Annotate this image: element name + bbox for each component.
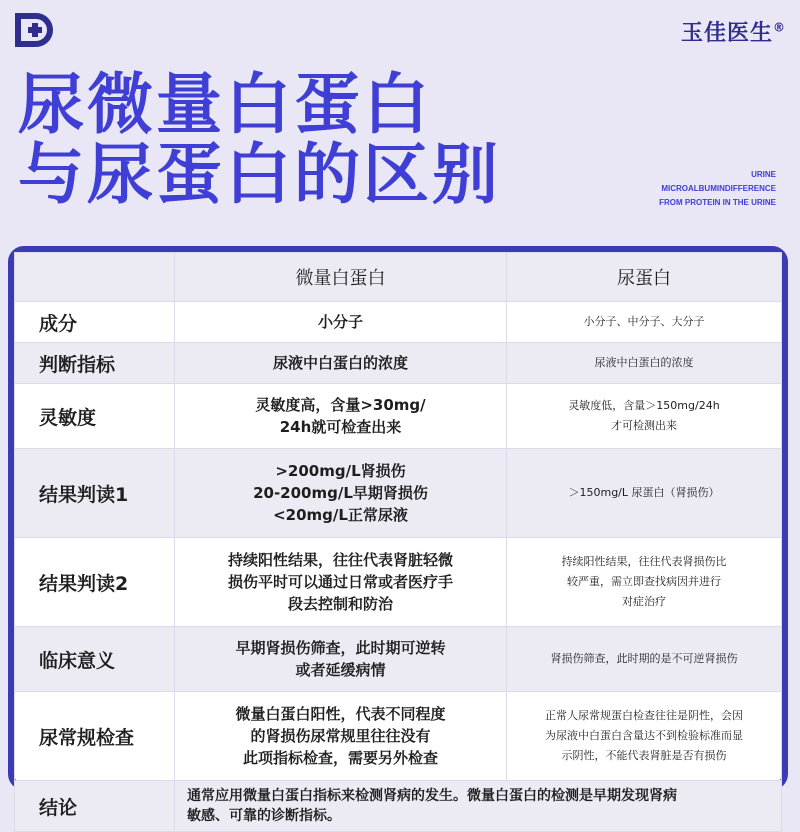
row-label: 结果判读1 <box>15 449 175 538</box>
row-label: 灵敏度 <box>15 384 175 449</box>
row-label: 尿常规检查 <box>15 692 175 781</box>
micro-cell: 持续阳性结果，往往代表肾脏轻微 损伤平时可以通过日常或者医疗手 段去控制和防治 <box>175 538 507 627</box>
protein-cell: 正常人尿常规蛋白检查往往是阴性，会因 为尿液中白蛋白含量达不到检验标准而显 示阴性，不能代表肾脏是否有损伤 <box>507 692 782 781</box>
protein-cell: 小分子、中分子、大分子 <box>507 302 782 343</box>
protein-cell: 尿液中白蛋白的浓度 <box>507 343 782 384</box>
micro-cell: >200mg/L肾损伤 20-200mg/L早期肾损伤 <20mg/L正常尿液 <box>175 449 507 538</box>
d-plus-logo-icon <box>14 12 58 48</box>
comparison-table <box>14 252 782 832</box>
english-subtitle: URINE MICROALBUMINDIFFERENCE FROM PROTEIN IN THE URINE <box>659 170 776 207</box>
comparison-table-frame <box>8 246 788 824</box>
table-row <box>15 343 782 384</box>
table-row <box>15 302 782 343</box>
micro-cell: 尿液中白蛋白的浓度 <box>175 343 507 384</box>
micro-cell: 微量白蛋白阳性，代表不同程度 的肾损伤尿常规里往往没有 此项指标检查，需要另外检查 <box>175 692 507 781</box>
header-cell-empty <box>15 253 175 302</box>
table-row <box>15 692 782 781</box>
header-cell-protein: 尿蛋白 <box>507 253 782 302</box>
row-label: 成分 <box>15 302 175 343</box>
row-label: 结果判读2 <box>15 538 175 627</box>
protein-cell: 肾损伤筛查，此时期的是不可逆肾损伤 <box>507 627 782 692</box>
table-header-row <box>15 253 782 302</box>
brand-name: 玉佳医生® <box>680 20 786 46</box>
table-row <box>15 627 782 692</box>
conclusion-label: 结论 <box>15 781 175 832</box>
protein-cell: 持续阳性结果，往往代表肾损伤比 较严重，需立即查找病因并进行 对症治疗 <box>507 538 782 627</box>
protein-cell: 灵敏度低，含量＞150mg/24h 才可检测出来 <box>507 384 782 449</box>
conclusion-text: 通常应用微量白蛋白指标来检测肾病的发生。微量白蛋白的检测是早期发现肾病 敏感、可靠的诊断指标。 <box>175 781 782 832</box>
page-title-line1: 尿微量白蛋白 <box>18 66 432 143</box>
micro-cell: 早期肾损伤筛查，此时期可逆转 或者延缓病情 <box>175 627 507 692</box>
table-row <box>15 538 782 627</box>
row-label: 临床意义 <box>15 627 175 692</box>
micro-cell: 灵敏度高，含量>30mg/ 24h就可检查出来 <box>175 384 507 449</box>
protein-cell: ＞150mg/L 尿蛋白（肾损伤） <box>507 449 782 538</box>
micro-cell: 小分子 <box>175 302 507 343</box>
page-title-line2: 与尿蛋白的区别 <box>18 136 501 213</box>
conclusion-row <box>15 781 782 832</box>
table-row <box>15 384 782 449</box>
header-cell-microalbumin: 微量白蛋白 <box>175 253 507 302</box>
table-row <box>15 449 782 538</box>
row-label: 判断指标 <box>15 343 175 384</box>
